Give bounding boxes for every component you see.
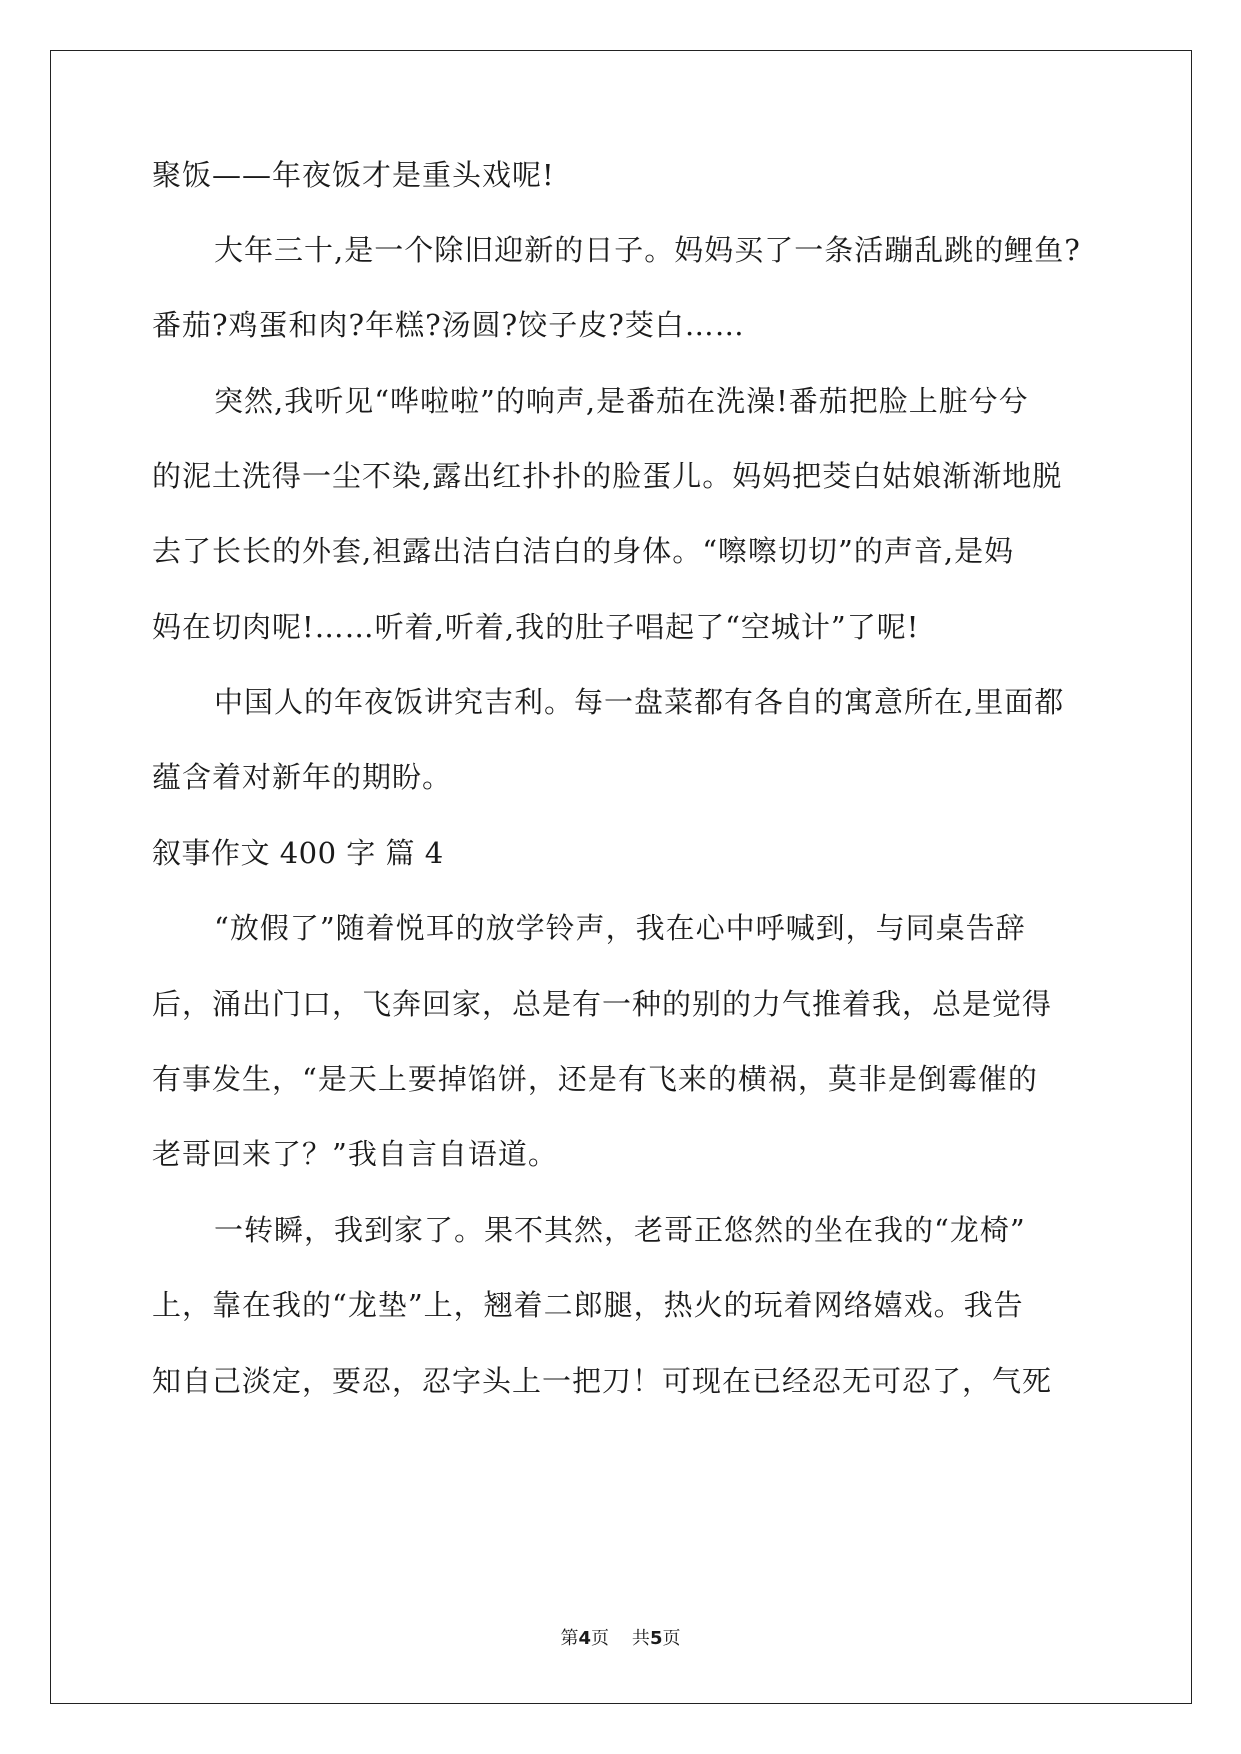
text-line: 的泥土洗得一尘不染,露出红扑扑的脸蛋儿。妈妈把茭白姑娘渐渐地脱: [152, 459, 1063, 493]
text-line: 知自己淡定，要忍，忍字头上一把刀！可现在已经忍无可忍了，气死: [152, 1364, 1053, 1398]
page-prefix: 第: [560, 1628, 579, 1649]
section-heading: 叙事作文 400 字 篇 4: [152, 836, 444, 870]
current-page-number: 4: [578, 1628, 592, 1649]
text-line: 妈在切肉呢!……听着,听着,我的肚子唱起了“空城计”了呢!: [152, 610, 920, 644]
text-line: 聚饭——年夜饭才是重头戏呢!: [152, 158, 555, 192]
page-number-footer: [0, 1627, 1241, 1651]
paragraph-start-line: 中国人的年夜饭讲究吉利。每一盘菜都有各自的寓意所在,里面都: [214, 685, 1065, 719]
text-line: 后，涌出门口，飞奔回家，总是有一种的别的力气推着我，总是觉得: [152, 987, 1053, 1021]
text-line: 番茄?鸡蛋和肉?年糕?汤圆?饺子皮?茭白……: [152, 308, 745, 342]
text-line: 老哥回来了？”我自言自语道。: [152, 1137, 558, 1171]
text-line: 去了长长的外套,袒露出洁白洁白的身体。“嚓嚓切切”的声音,是妈: [152, 534, 1015, 568]
page-frame: [50, 50, 1192, 1704]
page-suffix: 页: [662, 1628, 681, 1649]
paragraph-start-line: 突然,我听见“哗啦啦”的响声,是番茄在洗澡!番茄把脸上脏兮兮: [214, 384, 1029, 418]
paragraph-start-line: 一转瞬，我到家了。果不其然，老哥正悠然的坐在我的“龙椅”: [214, 1213, 1026, 1247]
text-line: 上，靠在我的“龙垫”上，翘着二郎腿，热火的玩着网络嬉戏。我告: [152, 1288, 1024, 1322]
paragraph-start-line: 大年三十,是一个除旧迎新的日子。妈妈买了一条活蹦乱跳的鲤鱼?: [214, 233, 1081, 267]
total-page-number: 5: [649, 1628, 663, 1649]
page-separator: 页 共: [591, 1628, 650, 1649]
paragraph-start-line: “放假了”随着悦耳的放学铃声，我在心中呼喊到，与同桌告辞: [214, 911, 1026, 945]
text-line: 有事发生，“是天上要掉馅饼，还是有飞来的横祸，莫非是倒霉催的: [152, 1062, 1038, 1096]
text-line: 蕴含着对新年的期盼。: [152, 760, 453, 794]
